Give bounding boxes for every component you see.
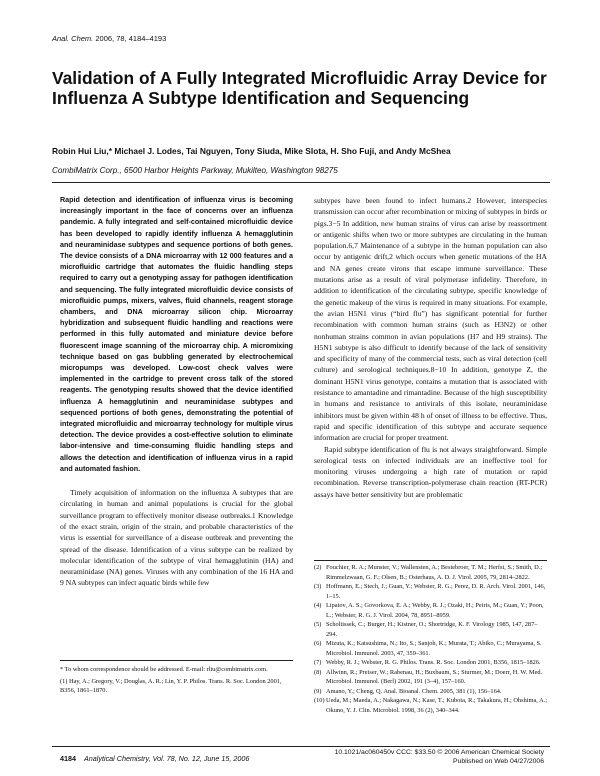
reference-number: (10)	[314, 697, 325, 704]
page-number: 4184	[60, 754, 76, 763]
reference-text: Amano, Y.; Cheng, Q. Anal. Bioanal. Chem. 2005, 381 (1), 156–164.	[326, 687, 502, 695]
footer-right	[335, 749, 544, 766]
reference-item	[314, 658, 547, 668]
reference-text: Lipatov, A. S.; Govorkova, E. A.; Webby, R. J.; Ozaki, H.; Peiris, M.; Guan, Y.; Poon, L.; Webster, R. G. J. Virol. 2004, 78, 8951–8959.	[326, 602, 544, 619]
correspondence-note: * To whom correspondence should be addressed. E-mail: rliu@combimatrix.com.	[60, 666, 268, 673]
footnote-divider	[60, 660, 293, 661]
reference-number: (2)	[314, 564, 322, 571]
journal-year-volume-pages: 2006, 78, 4184–4193	[93, 34, 167, 43]
reference-number: (8)	[314, 668, 322, 676]
reference-item	[314, 668, 547, 687]
footer-divider	[52, 746, 550, 747]
body-paragraph-1: subtypes have been found to infect humans.2 However, interspecies transmission can occur after recombination or mixing of subtypes in birds or pigs.3−5 In addition, new human strains of virus can arise by reassortment or antigenic shifts when two or more subtypes are circulating in the human population.6,7 Maintenance of a subtype in the human population can also occur by antigenic drift,2 which occurs when genetic mutations of the HA and NA genes create virons that escape immune surveillance. These mutations arise as a result of viral polymerase infidelity. Therefore, in addition to identification of the circulating subtype, specific knowledge of the genetic makeup of the virus is required in many situations. For example, the avian H5N1 virus (“bird flu”) has significant potential for further recombination with common human strains (such as H3N2) or other nonhuman strains common in avian populations (H7 and H9 strains). The H5N1 subtype is also difficult to identify because of the lack of sensitivity and specificity of many of the commercial tests, such as viral detection (cell culture) and serological techniques.8−10 In addition, genotype Z, the dominant H5N1 virus genotype, contains a mutation that is associated with resistance to amantadine and rimantadine. Because of the high susceptibility in humans and resistance to antivirals of this isolate, neuraminidase inhibitors must be given within 48 h of onset of illness to be effective. Thus, rapid and specific identification of this subtype and accurate sequence information are crucial for proper treatment.	[314, 196, 547, 443]
footer-left	[60, 754, 249, 763]
reference-text: Scholtissek, C.; Burger, H.; Kistner, O.; Shortridge, K. F. Virology 1985, 147, 287–294.	[326, 621, 538, 638]
reference-1: (1) Hay, A.; Gregory, V.; Douglas, A. R.; Lin, Y. P. Philos. Trans. R. Soc. London 2001, B356, 1861–1870.	[60, 677, 282, 694]
doi-price: 10.1021/ac060450v CCC: $33.50 © 2006 American Chemical Society	[334, 749, 544, 756]
reference-number: (4)	[314, 602, 322, 609]
affiliation: CombiMatrix Corp., 6500 Harbor Heights Parkway, Mukilteo, Washington 98275	[52, 166, 338, 175]
reference-item	[314, 601, 547, 620]
reference-text: Webby, R. J.; Webster, R. G. Philos. Trans. R. Soc. London 2001, B356, 1815–1826.	[326, 659, 541, 666]
reference-text: Mizuta, K.; Katsushima, N.; Ito, S.; Sanjoh, K.; Murata, T.; Abiko, C.; Murayama, S. Microbiol. Immunol. 2003, 47, 359–361.	[326, 640, 542, 657]
reference-item	[314, 696, 547, 715]
abstract: Rapid detection and identification of influenza virus is becoming increasingly important in the face of concerns over an influenza pandemic. A fully integrated and self-contained microfluidic device has been developed to rapidly identify influenza A hemagglutinin and neuraminidase subtypes and sequence portions of both genes. The device consists of a DNA microarray with 12 000 features and a microfluidic cartridge that automates the fluidic handling steps required to carry out a genotyping assay for pathogen identification and sequencing. The fully integrated microfluidic device consists of microfluidic pumps, mixers, valves, fluid channels, reagent storage chambers, and DNA microarray silicon chip. Microarray hybridization and subsequent fluidic handling and reactions were performed in this fully automated and miniature device before fluorescent image scanning of the microarray chip. A micromixing technique based on gas bubbling generated by electrochemical micropumps was developed. Low-cost check valves were implemented in the cartridge to prevent cross talk of the stored reagents. The genotyping results showed that the device identified influenza A hemagglutinin and neuraminidase subtypes and sequenced portions of both genes, demonstrating the potential of integrated microfluidic and microarray technology for multiple virus detection. The device provides a cost-effective solution to eliminate labor-intensive and time-consuming fluidic handling steps and allows the detection and identification of influenza virus in a rapid and automated fashion.	[60, 196, 293, 473]
reference-text: Allwinn, R.; Preiser, W.; Rabenau, H.; Buxbaum, S.; Sturmer, M.; Doerr, H. W. Med. Microbiol. Immunol. (Berl) 2002, 191 (3–4), 157–160.	[326, 668, 543, 685]
reference-number: (7)	[314, 659, 322, 666]
journal-issue: Analytical Chemistry, Vol. 78, No. 12, June 15, 2006	[84, 754, 250, 763]
intro-paragraph: Timely acquisition of information on the influenza A subtypes that are circulating in human and animal populations is crucial for the global surveillance program to effectively monitor disease outbreaks.1 Knowledge of the exact strain, origin of the strain, and probable characteristics of the virus is essential for surveillance of a disease outbreak and preventing the spread of the disease. Identification of a virus subtype can be realized by molecular identification of the subtype of viral hemagglutinin (HA) and neuraminidase (NA) genes. Viruses with any combination of the 16 HA and 9 NA subtypes can infect aquatic birds while few	[60, 488, 293, 588]
references-divider	[314, 560, 547, 561]
reference-item	[314, 563, 547, 582]
right-column	[314, 195, 547, 500]
reference-number: (5)	[314, 621, 322, 628]
header-divider	[52, 182, 550, 183]
journal-citation	[52, 34, 166, 43]
reference-text: Ueda, M.; Maeda, A.; Nakagawa, N.; Kase, T.; Kubota, R.; Takakura, H.; Ohshima, A.; Okuno, Y. J. Clin. Microbiol. 1998, 36 (2), 340–344.	[326, 697, 548, 714]
reference-text: Fouchier, R. A.; Munster, V.; Wallensten, A.; Bestebroer, T. M.; Herfst, S.; Smith, D.; Rimmelzwaan, G. F.; Olsen, B.; Osterhaus, A. D. J. Virol. 2005, 79, 2814–2822.	[326, 564, 543, 581]
reference-number: (9)	[314, 687, 322, 695]
reference-item	[314, 620, 547, 639]
author-list: Robin Hui Liu,* Michael J. Lodes, Tai Nguyen, Tony Siuda, Mike Slota, H. Sho Fuji, and Andy McShea	[52, 146, 451, 156]
article-title: Validation of A Fully Integrated Microfluidic Array Device for Influenza A Subtype Identification and Sequencing	[52, 68, 547, 108]
reference-number: (6)	[314, 640, 322, 647]
published-date: Published on Web 04/27/2006	[453, 757, 544, 765]
references	[314, 563, 547, 715]
footnotes	[60, 665, 293, 696]
reference-item	[314, 687, 547, 697]
reference-item	[314, 582, 547, 601]
reference-item	[314, 639, 547, 658]
body-paragraph-2: Rapid subtype identification of flu is not always straightforward. Simple serological tests on infected individuals are an ineffective tool for monitoring viruses undergoing a high rate of mutation or rapid recombination. Reverse transcription-polymerase chain reaction (RT-PCR) assays have better sensitivity but are problematic	[314, 444, 547, 499]
reference-number: (3)	[314, 583, 322, 590]
reference-list	[314, 563, 547, 715]
reference-text: Hoffmann, E.; Stech, J.; Guan, Y.; Webster, R. G.; Perez, D. R. Arch. Virol. 2001, 146, 1–15.	[326, 583, 546, 600]
journal-name: Anal. Chem.	[52, 34, 94, 43]
left-column	[60, 195, 293, 589]
